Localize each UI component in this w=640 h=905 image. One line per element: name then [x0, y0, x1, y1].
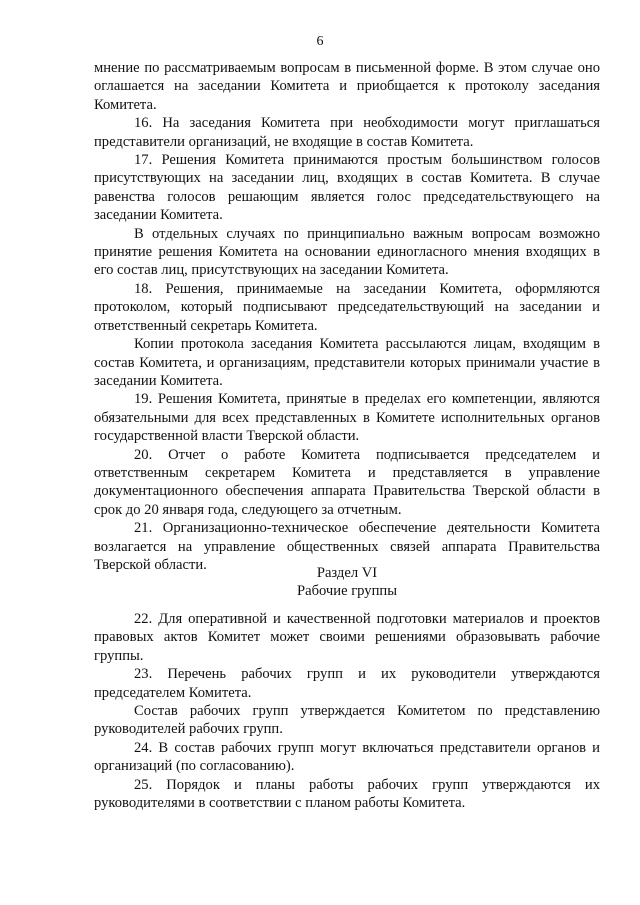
- paragraph: Состав рабочих групп утверждается Комитетом по представлению руководителей рабочих групп.: [94, 703, 600, 738]
- text-block-bottom: [94, 610, 600, 812]
- paragraph: 25. Порядок и планы работы рабочих групп утверждаются их руководителями в соответствии с планом работы Комитета.: [94, 776, 600, 812]
- paragraph: В отдельных случаях по принципиально важным вопросам возможно принятие решения Комитета на основании единогласного мнения входящих в его состав лиц, присутствующих на заседании Комитета.: [94, 225, 600, 279]
- section-heading: [94, 564, 600, 600]
- paragraph: 21. Организационно-техническое обеспечение деятельности Комитета возлагается на управление общественных связей аппарата Правительства Тверской области.: [94, 520, 600, 573]
- paragraph: 20. Отчет о работе Комитета подписывается председателем и ответственным секретарем Комитета и представляется в управление документационного обеспечения аппарата Правительства Тверской области в срок до 20 января года, следующего за отчетным.: [94, 446, 600, 518]
- page-number: 6: [316, 34, 324, 49]
- paragraph: 24. В состав рабочих групп могут включаться представители органов и организаций (по согласованию).: [94, 739, 600, 775]
- paragraph: 18. Решения, принимаемые на заседании Комитета, оформляются протоколом, который подписывают председательствующий на заседании и ответственный секретарь Комитета.: [94, 280, 600, 334]
- paragraph: 19. Решения Комитета, принятые в пределах его компетенции, являются обязательными для всех представленных в Комитете исполнительных органов государственной власти Тверской области.: [94, 391, 600, 445]
- paragraph: 22. Для оперативной и качественной подготовки материалов и проектов правовых актов Комитет может своими решениями образовывать рабочие группы.: [94, 611, 600, 664]
- paragraph: мнение по рассматриваемым вопросам в письменной форме. В этом случае оно оглашается на заседании Комитета и приобщается к протоколу заседания Комитета.: [94, 60, 600, 113]
- paragraph: 17. Решения Комитета принимаются простым большинством голосов присутствующих на заседании лиц, входящих в состав Комитета. В случае равенства голосов решающим является голос председательствующего на заседании Комитета.: [94, 152, 600, 224]
- text-block-top: [94, 59, 600, 574]
- section-number: Раздел VI: [316, 565, 378, 581]
- paragraph: 23. Перечень рабочих групп и их руководители утверждаются председателем Комитета.: [94, 666, 600, 701]
- paragraph: Копии протокола заседания Комитета рассылаются лицам, входящим в состав Комитета, и организациям, представители которых принимали участие в заседании Комитета.: [94, 336, 600, 389]
- section-title: Рабочие группы: [296, 583, 398, 599]
- paragraph: 16. На заседания Комитета при необходимости могут приглашаться представители организаций, не входящие в состав Комитета.: [94, 115, 600, 150]
